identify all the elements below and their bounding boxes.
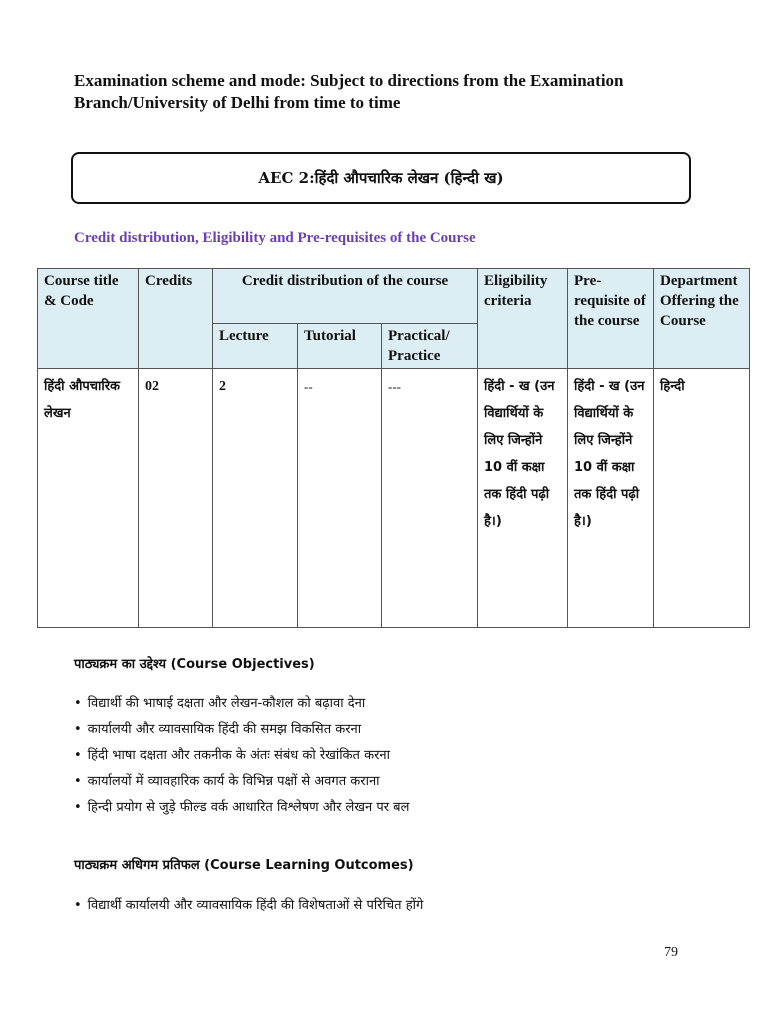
header-eligibility: Eligibility criteria: [478, 269, 568, 369]
cell-lecture: 2: [213, 369, 298, 628]
page-number: 79: [664, 945, 678, 960]
objective-text: हिन्दी प्रयोग से जुड़े फील्ड वर्क आधारित विश्लेषण और लेखन पर बल: [87, 800, 410, 815]
header-prerequisite: Pre-requisite of the course: [568, 269, 654, 369]
header-lecture: Lecture: [213, 324, 298, 369]
cell-credits: 02: [139, 369, 213, 628]
examination-scheme-line-2: Branch/University of Delhi from time to time: [74, 93, 401, 112]
header-credits: Credits: [139, 269, 213, 369]
objective-text: कार्यालयी और व्यावसायिक हिंदी की समझ विकसित करना: [87, 722, 362, 737]
bullet-icon: •: [74, 748, 82, 763]
bullet-icon: •: [74, 774, 82, 789]
header-course-title: Course title & Code: [38, 269, 139, 369]
header-credit-distribution: Credit distribution of the course: [213, 269, 478, 324]
outcome-text: विद्यार्थी कार्यालयी और व्यावसायिक हिंदी की विशेषताओं से परिचित होंगे: [87, 898, 424, 913]
bullet-icon: •: [74, 800, 82, 815]
bullet-icon: •: [74, 722, 82, 737]
header-tutorial: Tutorial: [298, 324, 382, 369]
objectives-heading: पाठ्यक्रम का उद्देश्य (Course Objectives): [74, 657, 315, 672]
list-item: [74, 769, 409, 795]
list-item: [74, 691, 409, 717]
examination-scheme-line-1: Examination scheme and mode: Subject to directions from the Examination: [74, 71, 624, 90]
course-title-box: [71, 152, 691, 204]
examination-scheme-text: [74, 70, 704, 114]
cell-practical: ---: [382, 369, 478, 628]
objective-text: कार्यालयों में व्यावहारिक कार्य के विभिन्न पक्षों से अवगत कराना: [87, 774, 380, 789]
list-item: [74, 795, 409, 821]
course-title: AEC 2:हिंदी औपचारिक लेखन (हिन्दी ख): [258, 169, 504, 187]
cell-department: हिन्दी: [654, 369, 750, 628]
credit-distribution-table: [37, 268, 750, 628]
header-practical: Practical/ Practice: [382, 324, 478, 369]
table-row: [38, 369, 750, 628]
objective-text: हिंदी भाषा दक्षता और तकनीक के अंतः संबंध को रेखांकित करना: [87, 748, 390, 763]
table-header-row: [38, 269, 750, 324]
objective-text: विद्यार्थी की भाषाई दक्षता और लेखन-कौशल को बढ़ावा देना: [87, 696, 366, 711]
bullet-icon: •: [74, 898, 82, 913]
cell-eligibility: हिंदी - ख (उन विद्यार्थियों के लिए जिन्होंने 10 वीं कक्षा तक हिंदी पढ़ी है।): [478, 369, 568, 628]
list-item: [74, 743, 409, 769]
cell-tutorial: --: [298, 369, 382, 628]
outcomes-heading: पाठ्यक्रम अधिगम प्रतिफल (Course Learning Outcomes): [74, 858, 414, 873]
bullet-icon: •: [74, 696, 82, 711]
cell-prerequisite: हिंदी - ख (उन विद्यार्थियों के लिए जिन्होंने 10 वीं कक्षा तक हिंदी पढ़ी है।): [568, 369, 654, 628]
list-item: [74, 717, 409, 743]
credit-distribution-heading: Credit distribution, Eligibility and Pre-requisites of the Course: [74, 230, 476, 246]
outcomes-list: [74, 893, 423, 919]
header-department: Department Offering the Course: [654, 269, 750, 369]
cell-course-title: हिंदी औपचारिक लेखन: [38, 369, 139, 628]
list-item: [74, 893, 423, 919]
objectives-list: [74, 691, 409, 821]
